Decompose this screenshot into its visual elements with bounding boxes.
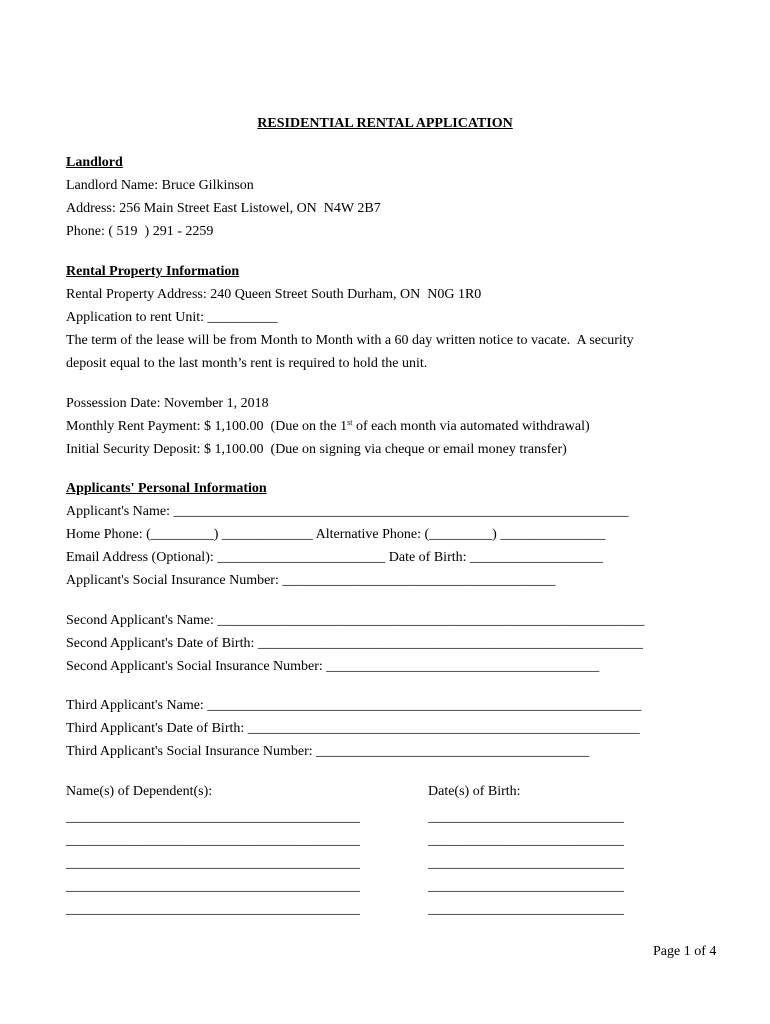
lease-term-line-2: deposit equal to the last month’s rent is required to hold the unit. [66, 356, 428, 371]
unit-field[interactable]: Application to rent Unit: __________ [66, 310, 278, 325]
dependent-dob-blank[interactable]: ____________________________ [428, 810, 624, 825]
dependent-name-blank[interactable]: __________________________________________ [66, 902, 360, 917]
dependent-dob-blank[interactable]: ____________________________ [428, 902, 624, 917]
landlord-name: Landlord Name: Bruce Gilkinson [66, 178, 254, 193]
property-heading: Rental Property Information [66, 264, 240, 279]
email-dob-fields[interactable]: Email Address (Optional): ________________________ Date of Birth: ___________________ [66, 550, 604, 565]
rent-text-before: Monthly Rent Payment: $ 1,100.00 (Due on the 1 [66, 419, 348, 434]
dependent-name-blank[interactable]: __________________________________________ [66, 856, 360, 871]
landlord-address: Address: 256 Main Street East Listowel, ON N4W 2B7 [66, 201, 381, 216]
third-applicant-sin-field[interactable]: Third Applicant's Social Insurance Number: _______________________________________ [66, 744, 590, 759]
dependent-dob-blank[interactable]: ____________________________ [428, 856, 624, 871]
landlord-phone: Phone: ( 519 ) 291 - 2259 [66, 224, 214, 239]
second-applicant-name-field[interactable]: Second Applicant's Name: _____________________________________________________________ [66, 613, 645, 628]
dependents-dob-label: Date(s) of Birth: [428, 784, 521, 799]
possession-date: Possession Date: November 1, 2018 [66, 396, 269, 411]
dependent-name-blank[interactable]: __________________________________________ [66, 833, 360, 848]
rent-text-after: of each month via automated withdrawal) [352, 419, 590, 434]
dependent-name-blank[interactable]: __________________________________________ [66, 879, 360, 894]
dependents-names-label: Name(s) of Dependent(s): [66, 784, 213, 799]
document-title: RESIDENTIAL RENTAL APPLICATION [257, 116, 513, 131]
dependent-name-blank[interactable]: __________________________________________ [66, 810, 360, 825]
page-number: Page 1 of 4 [653, 944, 717, 959]
third-applicant-dob-field[interactable]: Third Applicant's Date of Birth: ________________________________________________________ [66, 721, 640, 736]
third-applicant-name-field[interactable]: Third Applicant's Name: ______________________________________________________________ [66, 698, 642, 713]
phone-fields[interactable]: Home Phone: (_________) _____________ Alternative Phone: (_________) _______________ [66, 527, 606, 542]
applicant-sin-field[interactable]: Applicant's Social Insurance Number: _______________________________________ [66, 573, 556, 588]
dependent-dob-blank[interactable]: ____________________________ [428, 833, 624, 848]
applicants-heading: Applicants' Personal Information [66, 481, 267, 496]
second-applicant-sin-field[interactable]: Second Applicant's Social Insurance Number: _______________________________________ [66, 659, 600, 674]
monthly-rent [66, 419, 590, 435]
second-applicant-dob-field[interactable]: Second Applicant's Date of Birth: _______________________________________________________ [66, 636, 643, 651]
applicant-name-field[interactable]: Applicant's Name: _________________________________________________________________ [66, 504, 629, 519]
landlord-heading: Landlord [66, 155, 123, 170]
dependent-dob-blank[interactable]: ____________________________ [428, 879, 624, 894]
rent-ordinal: st [347, 418, 353, 427]
property-address: Rental Property Address: 240 Queen Street South Durham, ON N0G 1R0 [66, 287, 482, 302]
security-deposit: Initial Security Deposit: $ 1,100.00 (Due on signing via cheque or email money transfer) [66, 442, 567, 457]
lease-term-line-1: The term of the lease will be from Month to Month with a 60 day written notice to vacate. A security [66, 333, 634, 348]
